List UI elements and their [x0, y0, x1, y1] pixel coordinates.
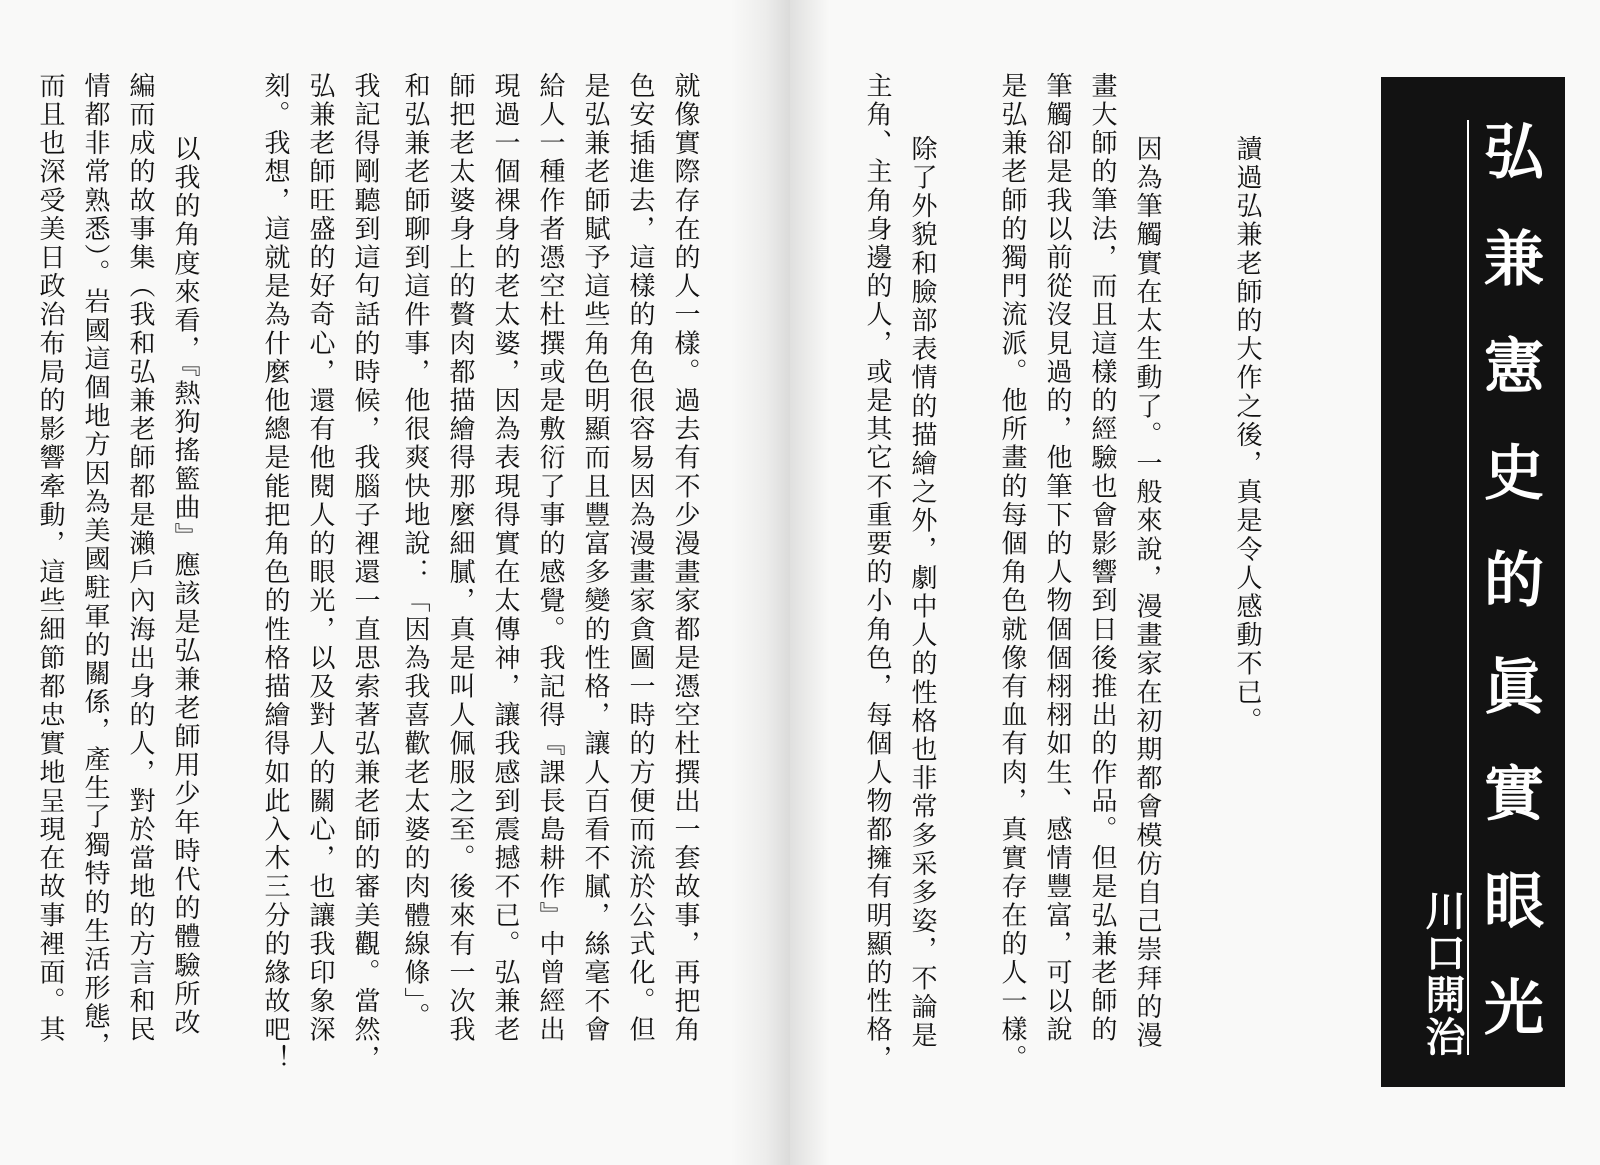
text-column: 讀過弘兼老師的大作之後，真是令人感動不已。: [1232, 135, 1262, 736]
book-gutter-shadow: [730, 0, 790, 1165]
text-column: 是弘兼老師的獨門流派。他所畫的每個角色就像有血有肉，真實存在的人一樣。: [997, 72, 1027, 1073]
author-name: 川口開治: [1419, 890, 1465, 1058]
text-column: 主角、主角身邊的人，或是其它不重要的小角色，每個人物都擁有明顯的性格，: [862, 72, 892, 1073]
text-column: 畫大師的筆法，而且這樣的經驗也會影響到日後推出的作品。但是弘兼老師的: [1087, 72, 1117, 1045]
text-column: 是弘兼老師賦予這些角色明顯而且豐富多變的性格，讓人百看不膩，絲毫不會: [580, 72, 610, 1045]
text-column: 而且也深受美日政治布局的影響牽動，這些細節都忠實地呈現在故事裡面。其: [35, 72, 65, 1045]
text-column: 刻。我想，這就是為什麼他總是能把角色的性格描繪得如此入木三分的緣故吧！: [260, 72, 290, 1073]
text-column: 師把老太婆身上的贅肉都描繪得那麼細膩，真是叫人佩服之至。後來有一次我: [445, 72, 475, 1045]
text-column: 現過一個裸身的老太婆，因為表現得實在太傳神，讓我感到震撼不已。弘兼老: [490, 72, 520, 1045]
title-divider: [1467, 120, 1469, 1055]
text-column: 弘兼老師旺盛的好奇心，還有他閱人的眼光，以及對人的關心，也讓我印象深: [305, 72, 335, 1045]
book-gutter-shadow-right: [790, 0, 830, 1165]
text-column: 情都非常熟悉）。岩國這個地方因為美國駐軍的關係，產生了獨特的生活形態，: [80, 72, 110, 1060]
text-column: 和弘兼老師聊到這件事，他很爽快地說：「因為我喜歡老太婆的肉體線條」。: [400, 72, 430, 1032]
text-column: 筆觸卻是我以前從沒見過的，他筆下的人物個個栩栩如生、感情豐富，可以說: [1042, 72, 1072, 1045]
text-column: 就像實際存在的人一樣。過去有不少漫畫家都是憑空杜撰出一套故事，再把角: [670, 72, 700, 1045]
text-column: 我記得剛聽到這句話的時候，我腦子裡還一直思索著弘兼老師的審美觀。當然，: [350, 72, 380, 1073]
text-column: 色安插進去，這樣的角色很容易因為漫畫家貪圖一時的方便而流於公式化。但: [625, 72, 655, 1045]
text-column: 除了外貌和臉部表情的描繪之外，劇中人的性格也非常多采多姿，不論是: [907, 135, 937, 1051]
text-column: 因為筆觸實在太生動了。一般來說，漫畫家在初期都會模仿自己崇拜的漫: [1132, 135, 1162, 1051]
text-column: 編而成的故事集（我和弘兼老師都是瀨戶內海出身的人，對於當地的方言和民: [125, 72, 155, 1045]
text-column: 給人一種作者憑空杜撰或是敷衍了事的感覺。我記得『課長島耕作』中曾經出: [535, 72, 565, 1045]
text-column: 以我的角度來看，『熱狗搖籃曲』應該是弘兼老師用少年時代的體驗所改: [170, 135, 200, 1038]
article-title: 弘兼憲史的眞實眼光: [1474, 120, 1544, 1083]
